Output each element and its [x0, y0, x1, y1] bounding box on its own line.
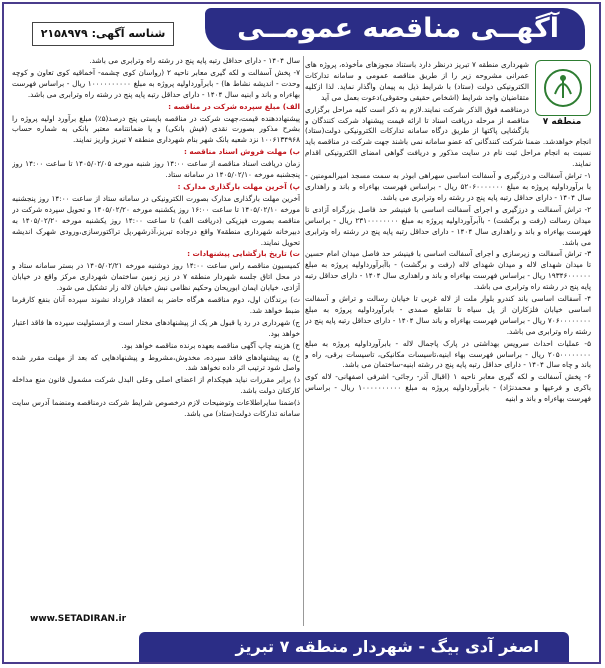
footer-banner: [4, 628, 599, 662]
paragraph: درمناقصه فوق الذکر شرکت نمایند.لازم به ذکر است کلیه مراحل برگزاری مناقصه از مرحله دریافت اسناد تا ارائه قیمت پیشنهاد شرکت کنندگان و بازگشایی پاکتها از طریق درگاه سامانه تدارکات الکترونیکی دولت(ستاد) انجام خواهدشد. ضمنا شرکت کنندگانی که عضو سامانه نمی باشند جهت شرکت در مناقصه باید نسبت به انجام مراحل ثبت نام در سایت مذکور و دریافت گواهی امضای الکترونیکی اقدام نمایند.: [305, 104, 591, 169]
paragraph: ۱- تراش آسفالت و درزگیری و آسفالت اساسی سهراهی ابوذر به سمت مسجد امیرالمومنین - با برآورداولیه پروژه به مبلغ ۵۲۰۶۰۰۰۰۰۰۰ ریال - براساس فهرست بهاءراه و باند و راهداری سال ۱۴۰۴ - دارای حداقل رتبه پایه پنج در رشته راه وترابری می باشد.: [305, 171, 591, 202]
ad-id-box: [32, 22, 174, 46]
paragraph: کمیسیون مناقصه راس ساعت ۱۴:۰۰ روز دوشنبه مورخه ۱۴۰۵/۰۲/۲۱ در بستر سامانه ستاد و در محل اتاق جلسه شهردار منطقه ۷ در زیر زمین ساختمان شهرداری مرکز واقع در خیابان آزادی، خیابان ایمان ابوریحان وحکیم نظامی نبش خیابان لاله زار تشکیل می شود.: [12, 261, 300, 293]
section-heading: پ) آخرین مهلت بارگذاری مدارک :: [177, 181, 300, 191]
ad-title: آگهــی مناقصه عمومــی: [237, 13, 559, 44]
website-url[interactable]: www.SETADIRAN.ir: [30, 614, 127, 624]
ad-id-label: شناسه آگهی:: [91, 27, 166, 40]
paragraph: ۲- تراش آسفالت و درزگیری و اجرای آسفالت اساسی با فینیشر حد فاصل بزرگراه آزادی تا میدان رسالت (رفت و برگشت) - باآبرآورداولیه پروژه به مبلغ ۲۳۱۰۰۰۰۰۰۰۰ ریال - براساس فهرست بهاءراه و باند و راهداری سال ۱۴۰۴ - دارای حداقل رتبه پایه پنج در رشته راه وترابری می باشد.: [305, 204, 591, 247]
header-banner: [4, 4, 599, 54]
ad-id-value: ۲۱۵۸۹۷۹: [40, 27, 88, 40]
right-column: [305, 60, 591, 625]
logo-block: [533, 60, 591, 128]
paragraph: خ) به پیشنهادهای فاقد سپرده، مخدوش،مشروط و پیشنهادهایی که بعد از مهلت مقرر شده واصل شود ترتیب اثر داده نخواهد شد.: [12, 352, 300, 373]
section-heading: ب) مهلت فروش اسناد مناقصه :: [183, 147, 300, 157]
paragraph: سال ۱۴۰۴ - دارای حداقل رتبه پایه پنج در رشته راه وترابری می باشد.: [89, 56, 300, 65]
column-divider: [303, 56, 304, 626]
logo-caption: منطقه ۷: [542, 117, 582, 127]
paragraph: ۶- پخش آسفالت و لکه گیری معابر ناحیه ۱ (اقبال آذر- رجائی- اشرفی اصفهانی- لاله کوی باکری و فرعیها و محمدنژاد) - بابرآورداولیه پروژه به مبلغ ۱۰۰۰۰۰۰۰۰۰۰ ریال - براساس فهرست بهاءراه و باند و ابنیه: [305, 372, 591, 404]
left-paragraphs: [12, 56, 300, 420]
paragraph: پیشنهاددهنده قیمت،جهت شرکت در مناقصه بایستی پنج درصد(۵٪) مبلغ برآورد اولیه پروژه را بشرح مذکور بصورت نقدی (فیش بانکی) و یا ضمانتنامه معتبر بانکی به شماره حساب ۱۰۰۶۱۳۴۹۶۸ نزد شعبه بانک شهر بنام شهرداری منطقه ۷ تبریز واریز نمایند.: [12, 113, 300, 145]
paragraph: د) برابر مقررات نباید هیچکدام از اعضای اصلی وعلی البدل شرکت مشمول قانون منع مداخله کارکنان دولت باشد.: [12, 375, 300, 396]
municipality-logo-icon: [535, 60, 591, 116]
ad-frame: [2, 2, 601, 664]
paragraph: ۴- آسفالت اساسی باند کندرو بلوار ملت از لاله غربی تا خیابان رسالت و تراش و آسفالت اساسی خیابان فلزکاران از پل سیاه تا تقاطع صمدی - بابرآورداولیه پروژه به مبلغ ۷۰۶۰۰۰۰۰۰۰۰ ریال - براساس فهرست بهاءراه و باند سال ۱۴۰۴ - دارای حداقل رتبه پایه پنج در رشته راه وترابری می باشد.: [305, 294, 591, 336]
paragraph: آخرین مهلت بارگذاری مدارک بصورت الکترونیکی در سامانه ستاد از ساعت ۱۴:۰۰ روز پنجشنبه مورخه ۱۴۰۵/۰۲/۱۰ تا ساعت ۱۶:۰۰ روز یکشنبه مورخه ۱۴۰۵/۰۲/۲۰ و تحویل سپرده شرکت در مناقصه بصورت فیزیکی (دریافت الف) تا ساعت ۱۴:۰۰ روز یکشنبه مورخه ۱۴۰۵/۰۲/۲۰ به دبیرخانه شهرداری منطقه۷ واقع درجاده تبریز،آذرشهر،پل تراکتورسازی،ورودی شهرک اندیشه تحویل نمایند.: [12, 193, 300, 247]
paragraph: ج) شهرداری در رد یا قبول هر یک از پیشنهادهای مختار است و ازمسئولیت سپرده ها فاقد اعتبار خواهد بود.: [12, 317, 300, 338]
paragraph: زمان دریافت اسناد مناقصه از ساعت ۱۴:۰۰ روز شنبه مورخه ۱۴۰۵/۰۲/۰۵ تا ساعت ۱۴:۰۰ روز پنجشنبه مورخه ۱۴۰۵/۰۲/۱۰ در سامانه ستاد.: [12, 159, 300, 180]
paragraph: ۳- تراش آسفالت و زیرسازی و اجرای آسفالت اساسی با فینیشر حد فاصل میدان امام حسین تا میدان شهدای لاله و میدان شهدای لاله (رفت و برگشت) - باآبرآورداولیه پروژه به مبلغ ۱۹۳۴۶۰۰۰۰۰۰ ریال - براساس فهرست بهاءراه و باند و راهداری سال ۱۴۰۴ - دارای حداقل رتبه پایه پنج در رشته راه وترابری می باشد.: [305, 249, 591, 292]
paragraph: ذ)ضمنا سایراطلاعات وتوضیحات لازم درخصوص شرایط شرکت درمناقصه ومنضما آدرس سایت سامانه تدارکات دولت(ستاد) می باشد.: [12, 398, 300, 419]
section-heading: ت) تاریخ بازگشایی پیشنهادات :: [187, 249, 300, 259]
paragraph: ۷- پخش آسفالت و لکه گیری معابر ناحیه ۲ (رواسان کوی چشمه- آخماقیه کوی تعاون و کوچه وحدت - اندیشه نشاط ها) - بابرآورداولیه پروژه به مبلغ ۱۰۰۰۰۰۰۰۰۰۰ ریال - براساس فهرست بهاءراه و باند و ابنیه سال ۱۴۰۴ - دارای حداقل رتبه پایه پنج در رشته راه وترابری می باشد.: [12, 67, 300, 99]
paragraph: ۵- عملیات احداث سرویس بهداشتی در پارک پاجمال لاله - بابرآورداولیه پروژه به مبلغ ۲۰۵۰۰۰۰۰۰۰۰ ریال - براساس فهرست بهاء ابنیه،تاسیسات مکانیکی، تاسیسات برقی، راه و باند و چاه سال ۱۴۰۴ - دارای حداقل رتبه پایه پنج در رشته ابنیه-ساختمان می باشد.: [305, 338, 591, 370]
footer-signature: اصغر آدی بیگ - شهردار منطقه ۷ تبریز: [235, 637, 539, 656]
left-column: [12, 56, 300, 626]
paragraph: شهرداری منطقه ۷ تبریز درنظر دارد باستناد مجوزهای مأخوذه، پروژه های عمرانی مشروحه زیر را از طریق مناقصه عمومی و سامانه تدارکات الکترونیکی دولت (ستاد) با شرایط ذیل به پیمان واگذار نماید. لذا ازکلیه متقاضیان واجد شرایط (اشخاص حقیقی وحقوقی)دعوت بعمل می آید: [305, 60, 529, 102]
paragraph: ح) هزینه چاپ آگهی مناقصه بعهده برنده مناقصه خواهد بود.: [121, 340, 300, 350]
section-heading: الف) مبلغ سپرده شرکت در مناقصه :: [168, 101, 300, 111]
paragraph: ث) برندگان اول، دوم مناقصه هرگاه حاضر به انعقاد قرارداد نشوند سپرده آنان بنفع کارفرما ضبط خواهد شد.: [12, 295, 300, 315]
